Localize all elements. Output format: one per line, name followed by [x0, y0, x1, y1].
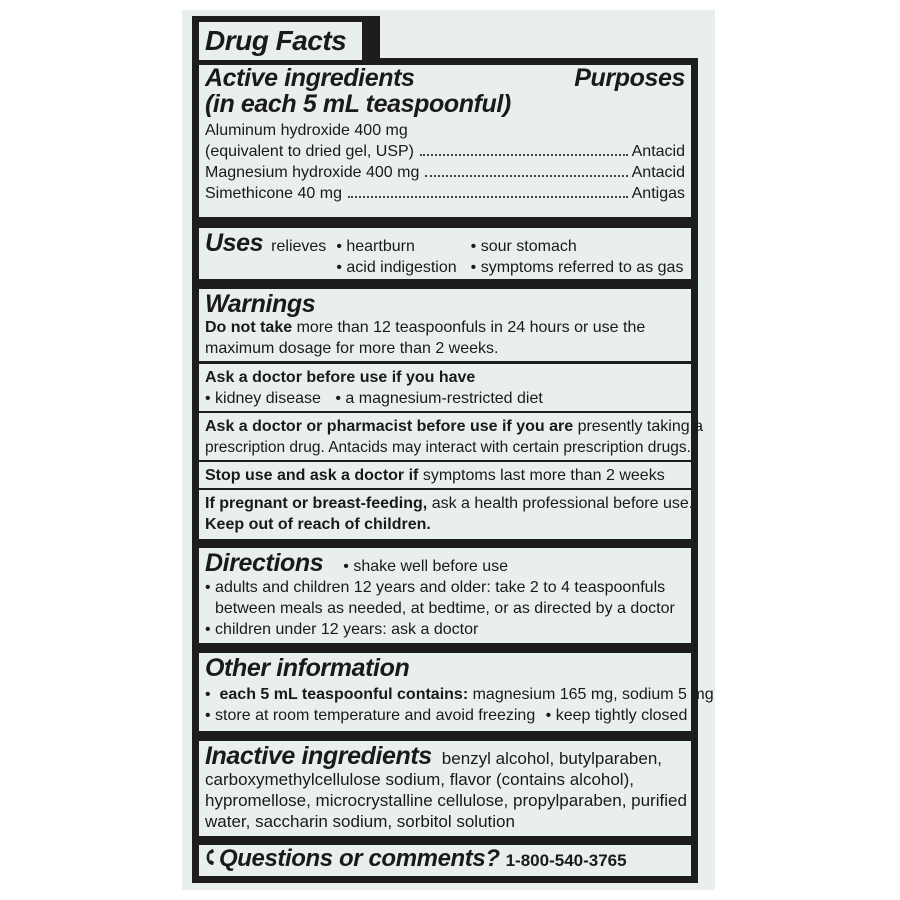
pregnant-text: ask a health professional before use. — [431, 495, 694, 512]
directions-item: • adults and children 12 years and older: take 2 to 4 teaspoonfuls — [205, 577, 685, 598]
ingredient-simethicone-purpose: Antigas — [631, 185, 685, 202]
leader-dots — [348, 196, 628, 198]
uses-item: • symptoms referred to as gas — [471, 257, 684, 278]
phone-number[interactable]: 1-800-540-3765 — [505, 851, 627, 870]
active-ingredients-subheading: (in each 5 mL teaspoonful) — [205, 90, 511, 118]
do-not-take-line2: maximum dosage for more than 2 weeks. — [205, 340, 499, 357]
ingredient-magnesium-purpose: Antacid — [631, 164, 685, 181]
divider — [199, 460, 691, 462]
other-item — [205, 684, 714, 705]
leader-dots — [425, 175, 627, 177]
ingredient-simethicone-name: Simethicone 40 mg — [205, 185, 342, 202]
stop-use-label: Stop use and ask a doctor if — [205, 467, 419, 484]
divider — [199, 488, 691, 490]
other-item-text: magnesium 165 mg, sodium 5 mg — [472, 686, 714, 703]
uses-section — [199, 228, 691, 279]
inactive-line: carboxymethylcellulose sodium, flavor (contains alcohol), — [205, 770, 634, 789]
stop-use-line — [205, 465, 685, 486]
ingredient-aluminum-row — [205, 141, 685, 162]
ask-pharmacist-line2: prescription drug. Antacids may interact with certain prescription drugs. — [205, 439, 691, 456]
directions-heading: Directions — [205, 549, 324, 577]
ingredient-magnesium-name: Magnesium hydroxide 400 mg — [205, 164, 420, 181]
ask-doctor-heading: Ask a doctor before use if you have — [205, 369, 476, 386]
directions-item-continued: between meals as needed, at bedtime, or as directed by a doctor — [215, 600, 675, 617]
active-ingredients-section — [199, 65, 691, 217]
questions-heading: Questions or comments? — [219, 845, 500, 872]
other-items-row — [205, 705, 688, 726]
do-not-take-text: more than 12 teaspoonfuls in 24 hours or use the — [296, 319, 646, 336]
pregnant-line — [205, 493, 694, 514]
inactive-ingredients-heading: Inactive ingredients — [205, 742, 432, 770]
other-item: • keep tightly closed — [546, 707, 688, 724]
uses-intro: relieves — [271, 238, 327, 255]
directions-item: • children under 12 years: ask a doctor — [205, 619, 685, 640]
ask-doctor-items — [205, 388, 685, 409]
stop-use-text: symptoms last more than 2 weeks — [422, 467, 665, 484]
directions-item: • shake well before use — [343, 556, 508, 577]
ingredient-magnesium-row — [205, 162, 685, 183]
uses-item: • sour stomach — [471, 236, 684, 257]
other-information-section — [199, 653, 714, 731]
inactive-line: water, saccharin sodium, sorbitol solution — [205, 812, 515, 831]
ask-pharmacist-line1 — [205, 416, 703, 437]
phone-icon — [205, 848, 215, 866]
active-ingredients-heading: Active ingredients — [205, 64, 415, 92]
directions-section — [199, 548, 691, 643]
divider — [199, 411, 691, 413]
do-not-take-line1 — [205, 317, 685, 338]
ask-doctor-item: • a magnesium-restricted diet — [335, 390, 542, 407]
inactive-ingredients-section — [199, 741, 691, 836]
inactive-line: hypromellose, microcrystalline cellulose, propylparaben, purified — [205, 791, 687, 810]
questions-section — [199, 845, 691, 876]
purposes-heading: Purposes — [574, 64, 685, 92]
leader-dots — [420, 154, 628, 156]
uses-heading: Uses — [205, 229, 264, 257]
other-item: • store at room temperature and avoid freezing — [205, 707, 535, 724]
ask-pharmacist-text: presently taking a — [577, 418, 703, 435]
ask-doctor-item: • kidney disease — [205, 390, 321, 407]
uses-list — [336, 236, 683, 278]
other-item-label: each 5 mL teaspoonful contains: — [219, 686, 469, 703]
pregnant-label: If pregnant or breast-feeding, — [205, 495, 428, 512]
other-information-heading: Other information — [205, 654, 410, 682]
warnings-heading: Warnings — [205, 290, 316, 318]
do-not-take-label: Do not take — [205, 319, 293, 336]
ingredient-aluminum-note: (equivalent to dried gel, USP) — [205, 143, 414, 160]
inactive-line: benzyl alcohol, butylparaben, — [441, 749, 662, 768]
ingredient-simethicone-row — [205, 183, 685, 204]
keep-out-of-reach: Keep out of reach of children. — [205, 516, 431, 533]
uses-item: • heartburn — [336, 236, 456, 257]
ingredient-aluminum-name: Aluminum hydroxide 400 mg — [205, 122, 408, 139]
ingredient-aluminum-purpose: Antacid — [631, 143, 685, 160]
ask-pharmacist-label: Ask a doctor or pharmacist before use if you are — [205, 418, 574, 435]
page-title: Drug Facts — [205, 25, 347, 56]
uses-item: • acid indigestion — [336, 257, 456, 278]
warnings-section — [199, 289, 703, 539]
divider — [199, 361, 691, 364]
